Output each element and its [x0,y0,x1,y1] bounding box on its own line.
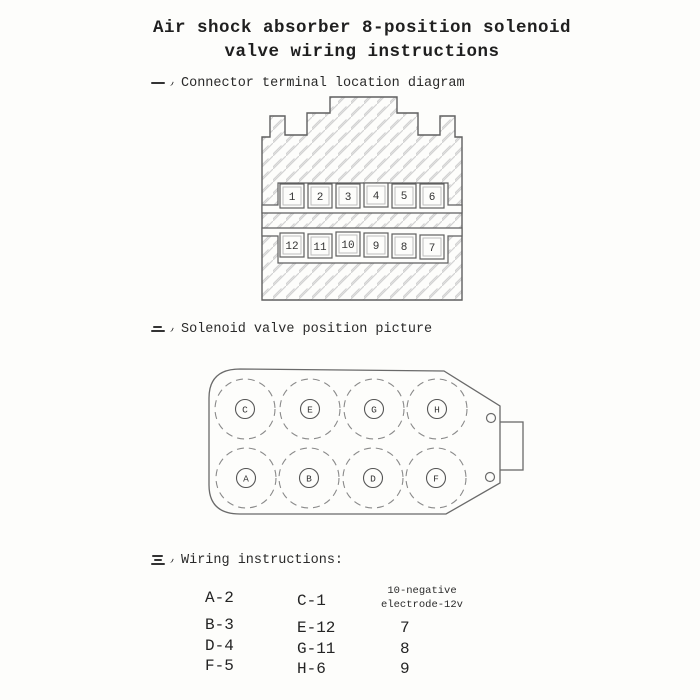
terminal-box [392,184,416,208]
terminal-number: 10 [341,240,355,252]
chinese-numeral-one-icon [150,80,165,87]
terminal-number: 9 [372,241,380,253]
section-2-heading [150,319,432,339]
ideographic-comma-icon [168,81,174,89]
wiring-cell: 7 [400,619,410,637]
terminal-number: 7 [428,243,436,255]
chinese-numeral-two-icon [150,323,165,334]
terminal-number: 6 [428,192,436,204]
connector-terminal-diagram [250,90,472,308]
terminal-number: 5 [400,191,408,203]
wiring-col3-header-line2: electrode-12v [381,599,463,611]
terminal-box [308,184,332,208]
valve-letter: H [434,404,440,416]
wiring-cell: H-6 [297,660,326,678]
wiring-cell: G-11 [297,640,336,658]
page-title-line1: Air shock absorber 8-position solenoid [152,18,572,38]
wiring-cell: F-5 [205,657,234,675]
section-3-label: Wiring instructions: [181,552,344,568]
terminal-number: 1 [288,192,296,204]
page-title-line2: valve wiring instructions [224,42,500,62]
terminal-box [364,233,388,257]
solenoid-valve-diagram [195,358,535,523]
valve-letter: D [370,473,376,485]
terminal-number: 8 [400,242,408,254]
terminal-box [308,234,332,258]
section-2-label: Solenoid valve position picture [181,321,433,337]
terminal-number: 2 [316,192,324,204]
wiring-cell: D-4 [205,637,234,655]
valve-letter: C [242,404,248,416]
wiring-cell: A-2 [205,589,234,607]
valve-letter: A [243,473,249,485]
valve-letter: E [307,404,313,416]
wiring-cell: E-12 [297,619,336,637]
chinese-numeral-three-icon [150,552,165,567]
wiring-cell: B-3 [205,616,234,634]
terminal-box [336,232,360,256]
section-3-heading [150,550,343,570]
solenoid-body [209,369,500,514]
page-title [62,16,662,64]
ideographic-comma-icon [168,327,174,335]
section-1-label: Connector terminal location diagram [181,75,465,91]
terminal-box [336,184,360,208]
wiring-cell: 9 [400,660,410,678]
terminal-number: 11 [313,242,327,254]
terminal-number: 4 [372,191,380,203]
wiring-cell: 8 [400,640,410,658]
terminal-box [280,233,304,257]
solenoid-connector-tab [499,422,523,470]
wiring-col3-header-line1: 10-negative [387,585,457,597]
terminal-box [420,235,444,259]
valve-letter: B [306,473,312,485]
terminal-box [280,184,304,208]
terminal-box [420,184,444,208]
terminal-box [364,183,388,207]
ideographic-comma-icon [168,558,174,566]
wiring-cell: C-1 [297,592,326,610]
valve-letter: G [371,404,377,416]
valve-letter: F [433,473,439,485]
terminal-box [392,234,416,258]
terminal-number: 3 [344,192,352,204]
terminal-number: 12 [285,241,299,253]
